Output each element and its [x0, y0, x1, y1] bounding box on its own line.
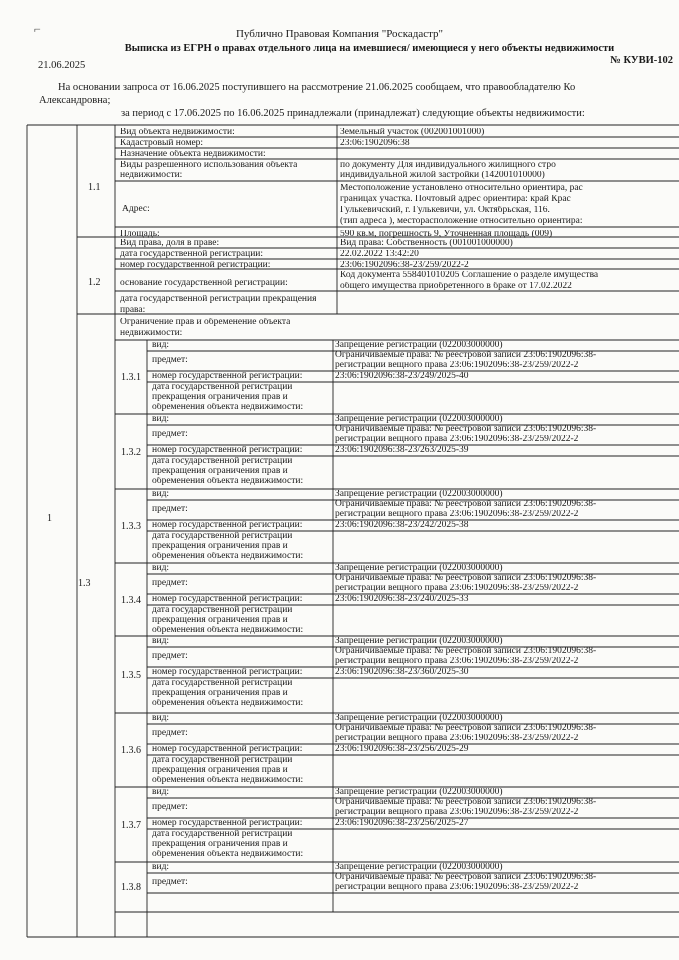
item-term-label: дата государственной регистрации: [152, 457, 293, 466]
item-subject-value: Ограничиваемые права: № реестровой записи 23:06:1902096:38-: [335, 500, 597, 509]
item-kind-label: вид:: [152, 863, 170, 872]
item-subject-value-2: регистрации вещного права 23:06:1902096:38-23/259/2022-2: [335, 510, 579, 519]
item-kind-value: Запрещение регистрации (022003000000): [335, 788, 503, 797]
item-term-label-2: прекращения ограничения прав и: [152, 689, 288, 698]
item-kind-value: Запрещение регистрации (022003000000): [335, 490, 503, 499]
item-subject-value: Ограничиваемые права: № реестровой записи 23:06:1902096:38-: [335, 647, 597, 656]
item-subject-label: предмет:: [152, 803, 188, 812]
item-term-label-3: обременения объекта недвижимости:: [152, 626, 304, 635]
cadastral-number-label: Кадастровый номер:: [120, 139, 204, 148]
item-term-label: дата государственной регистрации: [152, 679, 293, 688]
item-term-label-2: прекращения ограничения прав и: [152, 840, 288, 849]
item-term-label-2: прекращения ограничения прав и: [152, 393, 288, 402]
item-reg-number-value: 23:06:1902096:38-23/360/2025-30: [335, 668, 469, 677]
basis-value-2: общего имущества приобретенного в браке от 17.02.2022: [340, 282, 572, 291]
reg-number-value: 23:06:1902096:38-23/259/2022-2: [340, 261, 469, 270]
section-number-1-3: 1.3: [78, 578, 91, 589]
item-reg-number-label: номер государственной регистрации:: [152, 668, 303, 677]
address-label: Адрес:: [122, 205, 150, 214]
purpose-label: Назначение объекта недвижимости:: [120, 150, 266, 159]
item-term-label-3: обременения объекта недвижимости:: [152, 552, 304, 561]
item-reg-number-label: номер государственной регистрации:: [152, 595, 303, 604]
document-number: № КУВИ-102: [610, 55, 673, 66]
item-reg-number-label: номер государственной регистрации:: [152, 372, 303, 381]
permitted-use-label: Виды разрешенного использования объекта: [120, 161, 298, 170]
item-term-label-2: прекращения ограничения прав и: [152, 542, 288, 551]
item-reg-number-value: 23:06:1902096:38-23/242/2025-38: [335, 521, 469, 530]
item-subject-value: Ограничиваемые права: № реестровой записи 23:06:1902096:38-: [335, 425, 597, 434]
item-reg-number-value: 23:06:1902096:38-23/256/2025-27: [335, 819, 469, 828]
item-number: 1.3.3: [121, 521, 141, 532]
item-subject-value: Ограничиваемые права: № реестровой записи 23:06:1902096:38-: [335, 351, 597, 360]
item-term-label: дата государственной регистрации: [152, 532, 293, 541]
item-subject-value: Ограничиваемые права: № реестровой записи 23:06:1902096:38-: [335, 574, 597, 583]
item-kind-value: Запрещение регистрации (022003000000): [335, 863, 503, 872]
item-kind-label: вид:: [152, 714, 170, 723]
item-term-label-2: прекращения ограничения прав и: [152, 616, 288, 625]
item-subject-label: предмет:: [152, 652, 188, 661]
object-type-label: Вид объекта недвижимости:: [120, 128, 235, 137]
item-number: 1.3.5: [121, 670, 141, 681]
item-kind-value: Запрещение регистрации (022003000000): [335, 341, 503, 350]
item-subject-value-2: регистрации вещного права 23:06:1902096:38-23/259/2022-2: [335, 808, 579, 817]
item-term-label-3: обременения объекта недвижимости:: [152, 403, 304, 412]
item-reg-number-value: 23:06:1902096:38-23/263/2025-39: [335, 446, 469, 455]
item-kind-value: Запрещение регистрации (022003000000): [335, 637, 503, 646]
object-type-value: Земельный участок (002001001000): [340, 128, 485, 137]
encumbrance-header: Ограничение прав и обременение объекта: [120, 318, 291, 327]
row-number: 1: [47, 513, 52, 524]
encumbrance-header-2: недвижимости:: [120, 329, 183, 338]
item-number: 1.3.8: [121, 882, 141, 893]
reg-number-label: номер государственной регистрации:: [120, 261, 271, 270]
item-number: 1.3.7: [121, 820, 141, 831]
item-kind-label: вид:: [152, 341, 170, 350]
item-number: 1.3.1: [121, 372, 141, 383]
address-value-1: Местоположение установлено относительно ориентира, рас: [340, 184, 583, 193]
item-kind-label: вид:: [152, 415, 170, 424]
item-subject-value-2: регистрации вещного права 23:06:1902096:38-23/259/2022-2: [335, 883, 579, 892]
item-kind-label: вид:: [152, 637, 170, 646]
item-subject-label: предмет:: [152, 729, 188, 738]
reg-date-value: 22.02.2022 13:42:20: [340, 250, 419, 259]
item-reg-number-label: номер государственной регистрации:: [152, 745, 303, 754]
intro-line-2: Александровна;: [39, 95, 111, 106]
section-number-1-1: 1.1: [88, 182, 101, 193]
item-subject-label: предмет:: [152, 579, 188, 588]
item-subject-value-2: регистрации вещного права 23:06:1902096:38-23/259/2022-2: [335, 734, 579, 743]
item-reg-number-value: 23:06:1902096:38-23/256/2025-29: [335, 745, 469, 754]
item-number: 1.3.6: [121, 745, 141, 756]
item-number: 1.3.4: [121, 595, 141, 606]
item-term-label-3: обременения объекта недвижимости:: [152, 477, 304, 486]
item-reg-number-label: номер государственной регистрации:: [152, 446, 303, 455]
reg-date-label: дата государственной регистрации:: [120, 250, 264, 259]
item-kind-label: вид:: [152, 788, 170, 797]
permitted-use-value: по документу Для индивидуального жилищного стро: [340, 161, 556, 170]
item-term-label-2: прекращения ограничения прав и: [152, 766, 288, 775]
item-subject-value: Ограничиваемые права: № реестровой записи 23:06:1902096:38-: [335, 873, 597, 882]
item-kind-value: Запрещение регистрации (022003000000): [335, 415, 503, 424]
section-number-1-2: 1.2: [88, 277, 101, 288]
item-reg-number-label: номер государственной регистрации:: [152, 521, 303, 530]
item-kind-label: вид:: [152, 564, 170, 573]
item-term-label-2: прекращения ограничения прав и: [152, 467, 288, 476]
item-subject-value: Ограничиваемые права: № реестровой записи 23:06:1902096:38-: [335, 798, 597, 807]
item-subject-value-2: регистрации вещного права 23:06:1902096:38-23/259/2022-2: [335, 584, 579, 593]
item-kind-value: Запрещение регистрации (022003000000): [335, 564, 503, 573]
item-subject-label: предмет:: [152, 505, 188, 514]
permitted-use-label-2: недвижимости:: [120, 171, 183, 180]
item-number: 1.3.2: [121, 447, 141, 458]
permitted-use-value-2: индивидуальной жилой застройки (142001010000): [340, 171, 545, 180]
cadastral-number-value: 23:06:1902096:38: [340, 139, 410, 148]
item-subject-value-2: регистрации вещного права 23:06:1902096:38-23/259/2022-2: [335, 435, 579, 444]
intro-line-3: за период с 17.06.2025 по 16.06.2025 принадлежали (принадлежат) следующие объекты недвижимости:: [121, 108, 585, 119]
item-subject-label: предмет:: [152, 878, 188, 887]
term-date-label-2: права:: [120, 306, 146, 315]
item-term-label: дата государственной регистрации: [152, 756, 293, 765]
item-kind-label: вид:: [152, 490, 170, 499]
item-term-label: дата государственной регистрации: [152, 383, 293, 392]
item-subject-value: Ограничиваемые права: № реестровой записи 23:06:1902096:38-: [335, 724, 597, 733]
item-subject-value-2: регистрации вещного права 23:06:1902096:38-23/259/2022-2: [335, 657, 579, 666]
item-term-label-3: обременения объекта недвижимости:: [152, 699, 304, 708]
margin-mark: ⌐: [34, 22, 41, 36]
intro-line-1: На основании запроса от 16.06.2025 поступившего на рассмотрение 21.06.2025 сообщаем, что правообладателю Ко: [58, 82, 576, 93]
right-type-label: Вид права, доля в праве:: [120, 239, 220, 248]
item-reg-number-value: 23:06:1902096:38-23/240/2025-33: [335, 595, 469, 604]
item-term-label: дата государственной регистрации: [152, 830, 293, 839]
item-term-label: дата государственной регистрации: [152, 606, 293, 615]
document-date: 21.06.2025: [38, 60, 86, 71]
item-reg-number-label: номер государственной регистрации:: [152, 819, 303, 828]
right-type-value: Вид права: Собственность (001001000000): [340, 239, 513, 248]
item-subject-label: предмет:: [152, 356, 188, 365]
basis-label: основание государственной регистрации:: [120, 279, 288, 288]
address-value-2: границах участка. Почтовый адрес ориентира: край Крас: [340, 195, 571, 204]
address-value-4: (тип адреса ), месторасположение относительно ориентира:: [340, 217, 583, 226]
area-value: 590 кв.м, погрешность 9, Уточненная площадь (009): [340, 230, 553, 239]
basis-value-1: Код документа 558401010205 Соглашение о разделе имущества: [340, 271, 599, 280]
item-subject-label: предмет:: [152, 430, 188, 439]
item-reg-number-value: 23:06:1902096:38-23/249/2025-40: [335, 372, 469, 381]
term-date-label: дата государственной регистрации прекращения: [120, 295, 317, 304]
area-label: Площадь:: [120, 230, 160, 239]
document-title: Выписка из ЕГРН о правах отдельного лица на имевшиеся/ имеющиеся у него объекты недвижимости: [124, 43, 615, 54]
organization-name: Публично Правовая Компания "Роскадастр": [235, 28, 444, 40]
item-subject-value-2: регистрации вещного права 23:06:1902096:38-23/259/2022-2: [335, 361, 579, 370]
address-value-3: Гулькевичский, г. Гулькевичи, ул. Октябрьская, 116.: [340, 206, 550, 215]
item-term-label-3: обременения объекта недвижимости:: [152, 850, 304, 859]
item-kind-value: Запрещение регистрации (022003000000): [335, 714, 503, 723]
item-term-label-3: обременения объекта недвижимости:: [152, 776, 304, 785]
